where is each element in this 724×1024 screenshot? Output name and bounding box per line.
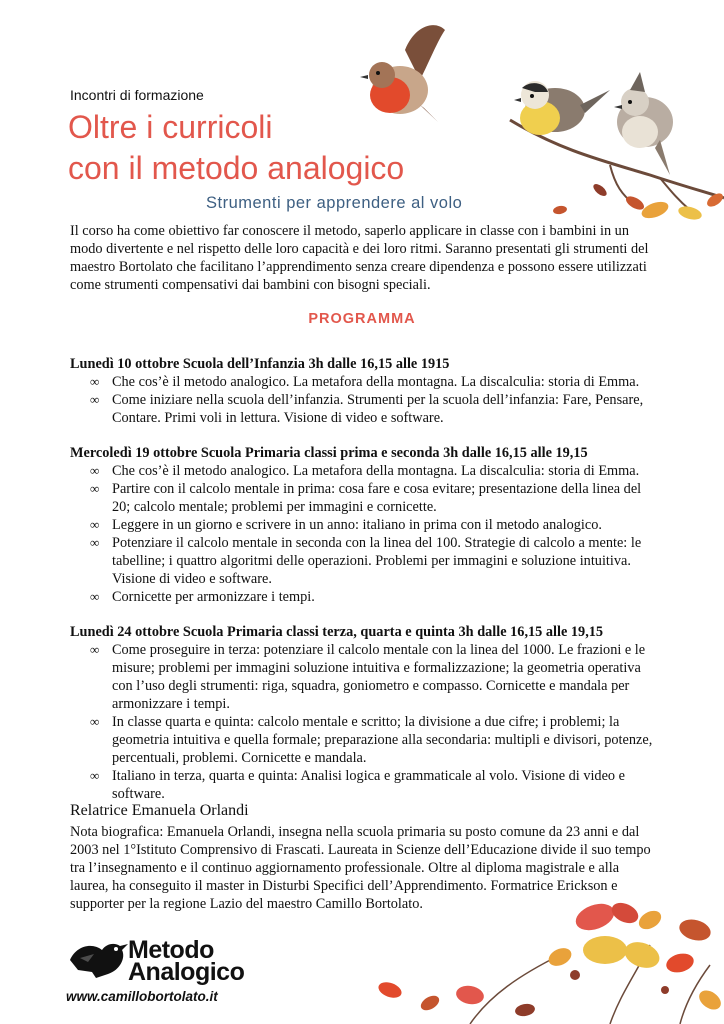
session bbox=[70, 444, 660, 606]
session-item-text: Partire con il calcolo mentale in prima: cosa fare e cosa evitare; presentazione della linea del 20; calcolo mentale; problemi per immagini e cornicette. bbox=[112, 481, 642, 515]
speaker-title: Relatrice Emanuela Orlandi bbox=[70, 802, 249, 819]
infinity-bullet-icon: ∞ bbox=[90, 374, 100, 389]
black-bird-logo-icon bbox=[66, 938, 130, 980]
infinity-bullet-icon: ∞ bbox=[90, 768, 100, 783]
page-subtitle: Strumenti per apprendere al volo bbox=[206, 194, 463, 212]
session-items bbox=[70, 462, 660, 606]
session-items bbox=[70, 641, 660, 803]
session-item-text: Italiano in terza, quarta e quinta: Analisi logica e grammaticale al volo. Visione di video e software. bbox=[112, 768, 625, 802]
session bbox=[70, 623, 660, 803]
infinity-bullet-icon: ∞ bbox=[90, 392, 100, 407]
session bbox=[70, 355, 660, 427]
session-title: Mercoledì 19 ottobre Scuola Primaria classi prima e seconda 3h dalle 16,15 alle 19,15 bbox=[70, 445, 588, 461]
page-title bbox=[68, 107, 404, 189]
session-items bbox=[70, 373, 660, 427]
infinity-bullet-icon: ∞ bbox=[90, 535, 100, 550]
session-item-text: Che cos’è il metodo analogico. La metafora della montagna. La discalculia: storia di Emma. bbox=[112, 374, 640, 390]
infinity-bullet-icon: ∞ bbox=[90, 642, 100, 657]
session-item-text: Cornicette per armonizzare i tempi. bbox=[112, 589, 315, 605]
session-title: Lunedì 10 ottobre Scuola dell’Infanzia 3h dalle 16,15 alle 1915 bbox=[70, 356, 450, 372]
session-item bbox=[90, 391, 660, 427]
infinity-bullet-icon: ∞ bbox=[90, 463, 100, 478]
session-item bbox=[90, 373, 660, 391]
session-item-text: Leggere in un giorno e scrivere in un anno: italiano in prima con il metodo analogico. bbox=[112, 517, 602, 533]
program-heading: PROGRAMMA bbox=[308, 311, 416, 327]
infinity-bullet-icon: ∞ bbox=[90, 481, 100, 496]
event-eyebrow: Incontri di formazione bbox=[70, 87, 204, 103]
session-item bbox=[90, 462, 660, 480]
intro-paragraph: Il corso ha come obiettivo far conoscere il metodo, saperlo applicare in classe con i bambini in un modo divertente e nel rispetto delle loro capacità e dei loro ritmi. Saranno presentati gli strumenti del maestro Bortolato che facilitano l’apprendimento senza creare dipendenza e possono essere utilizzati come strumenti compensativi dai bambini con bisogni speciali. bbox=[70, 223, 649, 293]
session-item bbox=[90, 767, 660, 803]
session-item-text: In classe quarta e quinta: calcolo mentale e scritto; la divisione a due cifre; i problemi; la geometria intuitiva e quella formale; preparazione alla secondaria: multipli e divisori, potenze, percentuali, problemi. Cornicette e mandala. bbox=[112, 714, 653, 766]
infinity-bullet-icon: ∞ bbox=[90, 714, 100, 729]
title-line-2: con il metodo analogico bbox=[68, 150, 405, 186]
metodo-analogico-logo[interactable] bbox=[66, 936, 245, 1008]
infinity-bullet-icon: ∞ bbox=[90, 517, 100, 532]
session-item bbox=[90, 534, 660, 588]
infinity-bullet-icon: ∞ bbox=[90, 589, 100, 604]
session-item bbox=[90, 641, 660, 713]
session-title: Lunedì 24 ottobre Scuola Primaria classi terza, quarta e quinta 3h dalle 16,15 alle 19,15 bbox=[70, 624, 604, 640]
title-line-1: Oltre i curricoli bbox=[68, 109, 273, 145]
website-link[interactable]: www.camillobortolato.it bbox=[66, 989, 218, 1004]
session-item-text: Che cos’è il metodo analogico. La metafora della montagna. La discalculia: storia di Emma. bbox=[112, 463, 640, 479]
logo-text-line-2: Analogico bbox=[128, 958, 245, 986]
session-item-text: Come iniziare nella scuola dell’infanzia. Strumenti per la scuola dell’infanzia: Fare, Pensare, Contare. Primi voli in lettura. Visione di video e software. bbox=[112, 392, 644, 426]
autumn-leaves-illustration bbox=[350, 895, 724, 1024]
session-item-text: Come proseguire in terza: potenziare il calcolo mentale con la linea del 1000. Le frazioni e le misure; problemi per immagini soluzione intuitiva e formalizzazione; la geometria operativa con l’uso degli strumenti: riga, squadra, goniometro e compasso. Cornicette e mandala per armonizzare i tempi. bbox=[112, 642, 646, 712]
sessions-list bbox=[70, 355, 660, 820]
session-item bbox=[90, 713, 660, 767]
session-item-text: Potenziare il calcolo mentale in seconda con la linea del 100. Strategie di calcolo a mente: le tabelline; i quattro algoritmi delle operazioni. Problemi per immagini e soluzione intuitiva. Visione di video e software. bbox=[112, 535, 642, 587]
session-item bbox=[90, 516, 660, 534]
speaker-bio: Nota biografica: Emanuela Orlandi, insegna nella scuola primaria su posto comune da 23 anni e dal 2003 nel 1°Istituto Comprensivo di Frascati. Laureata in Scienze dell’Educazione divide il suo tempo tra l’insegnamento e il continuo aggiornamento professionale. Oltre al diploma magistrale e alla laurea, ha conseguito il master in Disturbi Specifici dell’Apprendimento. Formatrice Erickson e supporter per la regione Lazio del maestro Camillo Bortolato. bbox=[70, 824, 651, 912]
logo-text-line-1: Metodo bbox=[128, 936, 214, 964]
session-item bbox=[90, 480, 660, 516]
session-item bbox=[90, 588, 660, 606]
